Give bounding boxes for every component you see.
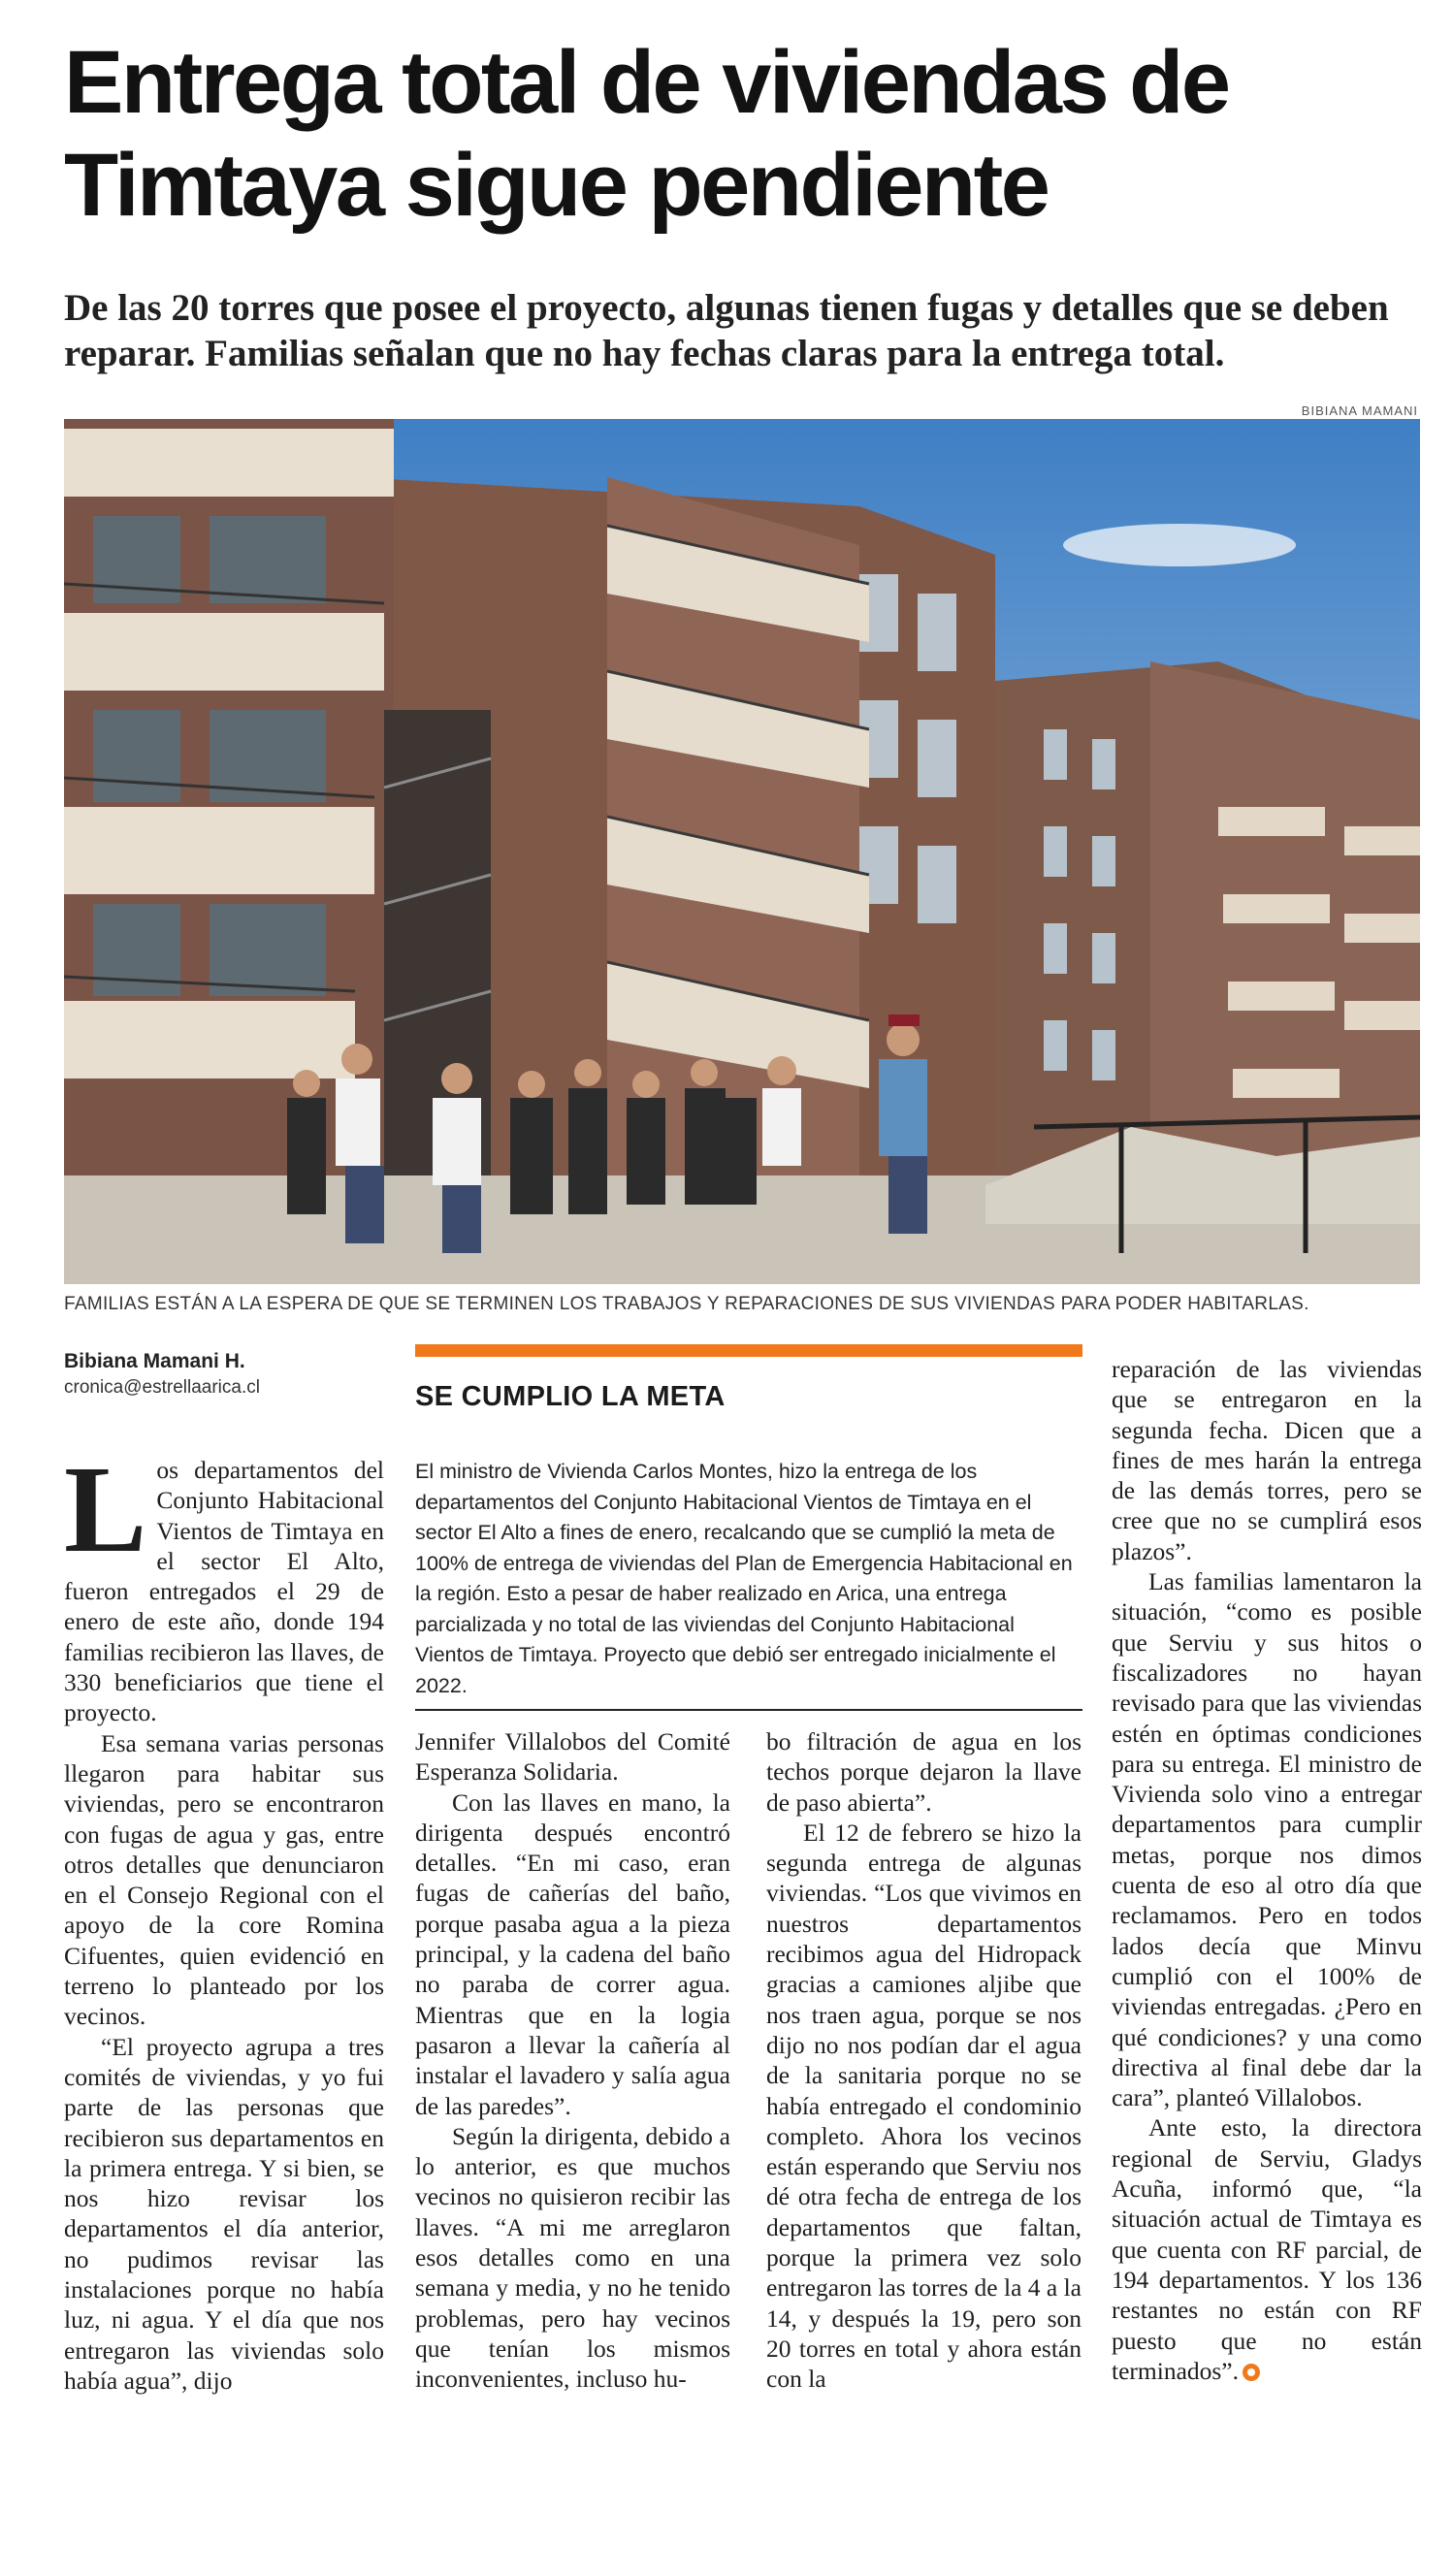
body-paragraph: reparación de las viviendas que se entregaron en la segunda fecha. Dicen que a fines de mes harán la entrega de las demás torres, pero se cree que no se cumplirá esos plazos”.: [1112, 1355, 1422, 1565]
photo-caption: FAMILIAS ESTÁN A LA ESPERA DE QUE SE TERMINEN LOS TRABAJOS Y REPARACIONES DE SUS VIVIENDAS PARA PODER HABITARLAS.: [64, 1294, 1309, 1314]
body-paragraph: Según la dirigenta, debido a lo anterior, es que muchos vecinos no quisieron recibir las llaves. “A mi me arreglaron esos detalles como en una semana y media, y no he tenido problemas, pero hay vecinos que tenían los mismos inconvenientes, incluso hu-: [415, 2121, 730, 2394]
body-paragraph: Los departamentos del Conjunto Habitacional Vientos de Timtaya en el sector El Alto, fueron entregados el 29 de enero de este año, donde 194 familias recibieron las llaves, de 330 beneficiarios que tiene el proyecto.: [64, 1440, 384, 1727]
author-email[interactable]: cronica@estrellaarica.cl: [64, 1377, 260, 1398]
body-column-2: [415, 1726, 730, 2395]
article-photo: [64, 419, 1420, 1284]
body-paragraph: “El proyecto agrupa a tres comités de viviendas, y yo fui parte de las personas que recibieron sus departamentos en la primera entrega. Y si bien, se nos hizo revisar los departamentos el día anterior, no pudimos revisar las instalaciones porque no había luz, ni agua. Y el día que nos entregaron las viviendas solo había agua”, dijo: [64, 2032, 384, 2395]
sidebar-accent-rule: [415, 1344, 1082, 1357]
body-paragraph: Esa semana varias personas llegaron para habitar sus viviendas, pero se encontraron con fugas de agua y gas, entre otros detalles que denunciaron en el Consejo Regional con el apoyo de la core Romina Cifuentes, quien evidenció en terreno lo planteado por los vecinos.: [64, 1728, 384, 2031]
body-paragraph: Jennifer Villalobos del Comité Esperanza Solidaria.: [415, 1727, 730, 1787]
body-paragraph: Las familias lamentaron la situación, “como es posible que Serviu y sus hitos o fiscalizadores no hayan revisado para que las viviendas estén en óptimas condiciones para su entrega. El ministro de Vivienda solo vino a entregar departamentos para cumplir metas, porque nos dimos cuenta de eso al otro día que reclamamos. Pero en todos lados decía que Minvu cumplió con el 100% de viviendas entregadas. ¿Pero en qué condiciones? y una como directiva al final debe dar la cara”, planteó Villalobos.: [1112, 1567, 1422, 2112]
sidebar-bottom-rule: [415, 1709, 1082, 1711]
author-name: Bibiana Mamani H.: [64, 1350, 245, 1372]
dropcap: L: [64, 1440, 147, 1578]
subheadline: De las 20 torres que posee el proyecto, algunas tienen fugas y detalles que se deben reparar. Familias señalan que no hay fechas claras para la entrega total.: [64, 287, 1389, 374]
end-of-article-icon: [1243, 2364, 1260, 2381]
sidebar-title: SE CUMPLIO LA META: [415, 1381, 726, 1412]
body-paragraph: Con las llaves en mano, la dirigenta después encontró detalles. “En mi caso, eran fugas de cañerías del baño, porque pasaba agua a la pieza principal, y la cadena del baño no paraba de correr agua. Mientras que en la logia pasaron a llevar la cañería al instalar el lavadero y salía agua de las paredes”.: [415, 1787, 730, 2120]
body-paragraph: El 12 de febrero se hizo la segunda entrega de algunas viviendas. “Los que vivimos en nuestros departamentos recibimos agua del Hidropack gracias a camiones aljibe que nos traen agua, porque se nos dijo no nos podían dar el agua de la sanitaria porque no se había entregado el condominio completo. Ahora los vecinos están esperando que Serviu nos dé otra fecha de entrega de los departamentos que faltan, porque la primera vez solo entregaron las torres de la 4 a la 14, y después la 19, pero son 20 torres en total y ahora están con la: [766, 1818, 1082, 2394]
photo-credit: BIBIANA MAMANI: [1301, 403, 1418, 418]
building-right: [995, 661, 1420, 1185]
sidebar-text: El ministro de Vivienda Carlos Montes, hizo la entrega de los departamentos del Conjunto Habitacional Vientos de Timtaya en el sector El Alto a fines de enero, recalcando que se cumplió la meta de 100% de entrega de viviendas del Plan de Emergencia Habitacional en la región. Esto a pesar de haber realizado en Arica, una entrega parcializada y no total de las viviendas del Conjunto Habitacional Vientos de Timtaya. Proyecto que debió ser entregado inicialmente el 2022.: [415, 1460, 1073, 1697]
body-paragraph: Ante esto, la directora regional de Serviu, Gladys Acuña, informó que, “la situación actual de Timtaya es que cuenta con RF parcial, de 194 departamentos. Y los 136 restantes no están con RF puesto que no están terminados”.: [1112, 2113, 1422, 2385]
body-column-3: [766, 1726, 1082, 2395]
body-column-1: [64, 1440, 384, 2396]
body-column-4: [1112, 1354, 1422, 2386]
body-paragraph: bo filtración de agua en los techos porque dejaron la llave de paso abierta”.: [766, 1727, 1082, 1817]
byline: [64, 1350, 384, 1399]
headline: Entrega total de viviendas de Timtaya sigue pendiente: [64, 33, 1229, 235]
